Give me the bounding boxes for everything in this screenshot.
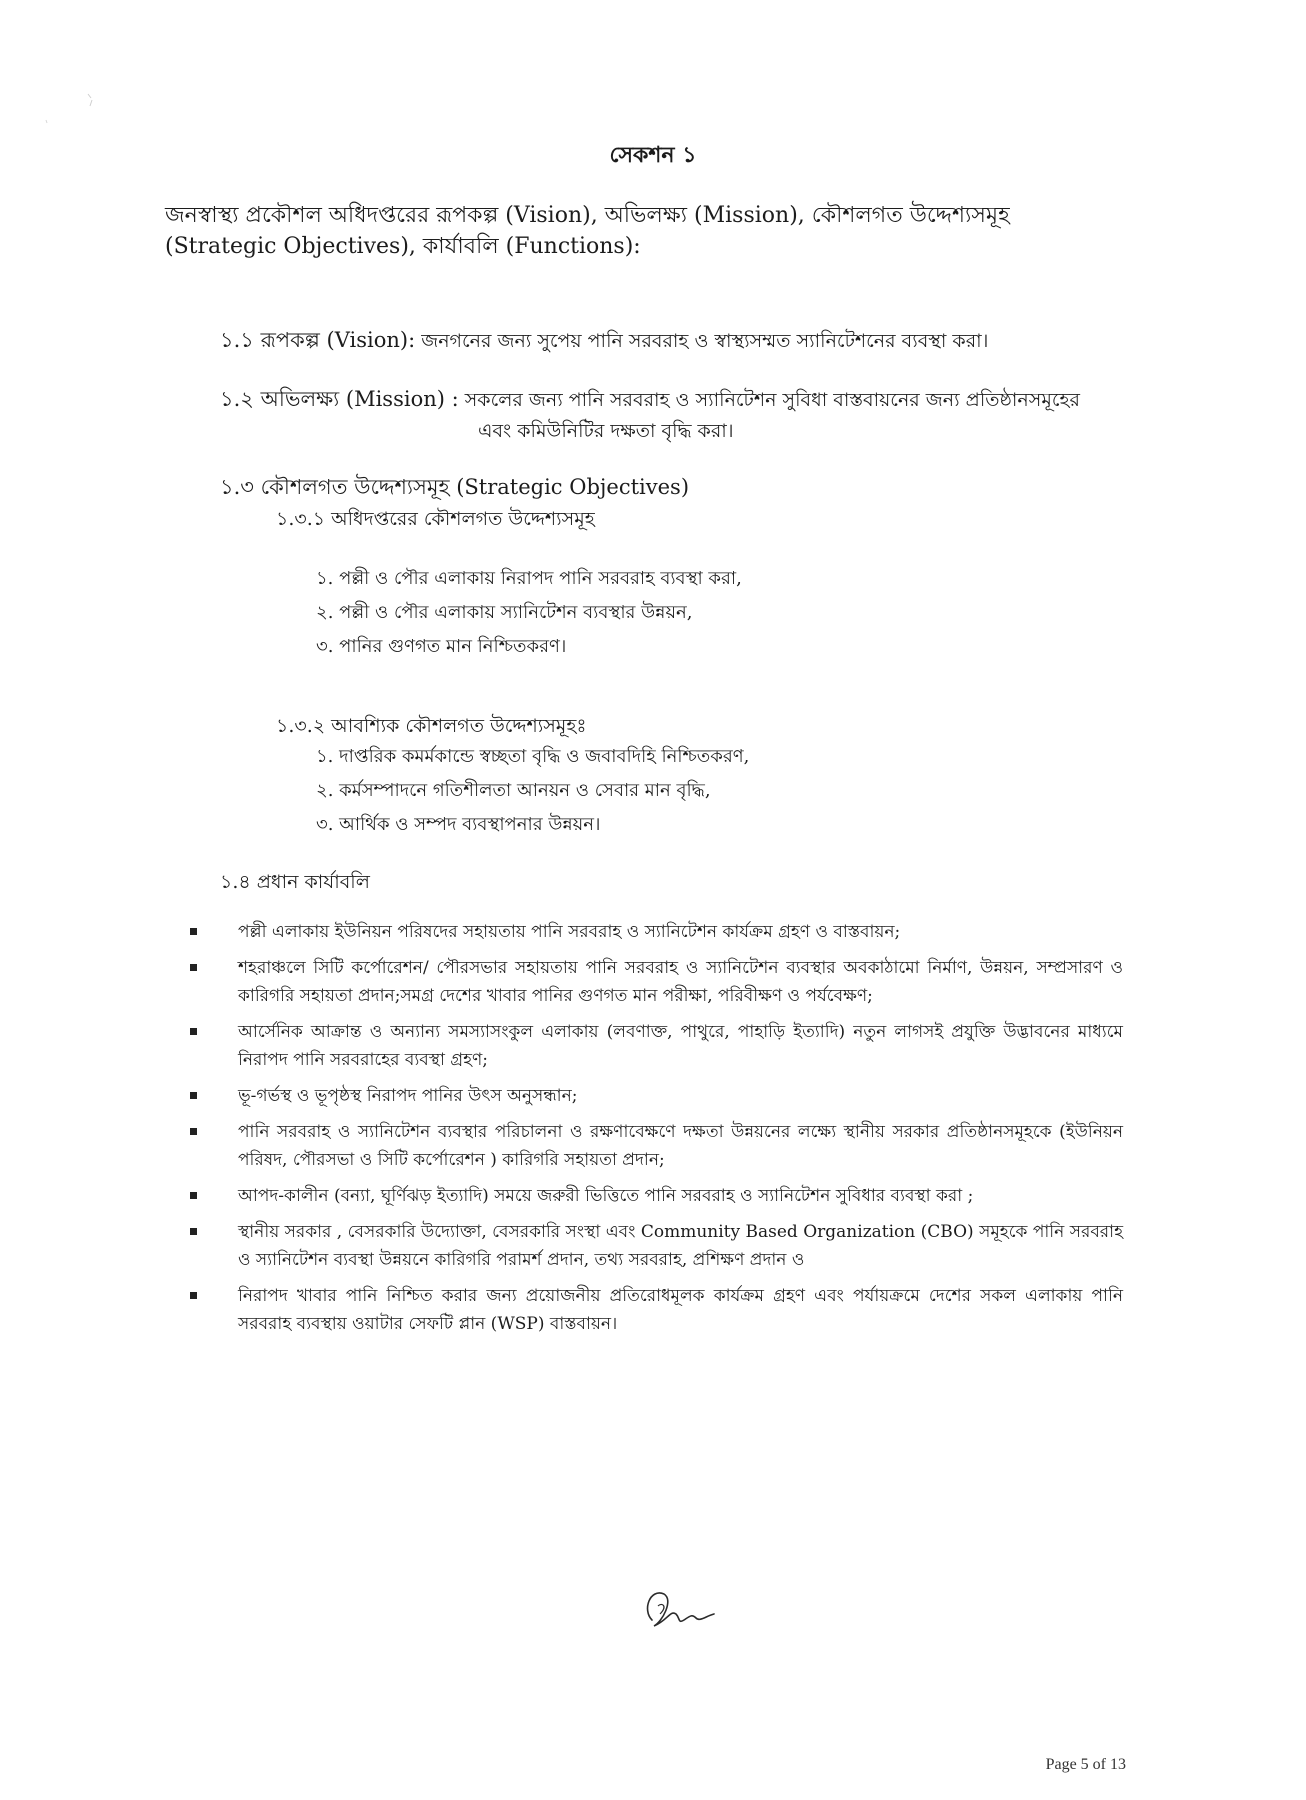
list-item: ১. দাপ্তরিক কমর্মকান্ডে স্বচ্ছতা বৃদ্ধি ও জবাবদিহি নিশ্চিতকরণ, bbox=[316, 746, 750, 767]
functions-list bbox=[198, 918, 1123, 1346]
vision-text: জনগনের জন্য সুপেয় পানি সরবরাহ ও স্বাস্থ্যসম্মত স্যানিটেশনের ব্যবস্থা করা। bbox=[421, 330, 989, 352]
bullet-icon bbox=[190, 1028, 197, 1035]
page-number: Page 5 of 13 bbox=[1045, 1756, 1126, 1773]
mandatory-objectives-label: ১.৩.২ আবশ্যিক কৌশলগত উদ্দেশ্যসমূহঃ bbox=[276, 715, 587, 737]
bullet-icon bbox=[190, 1128, 197, 1135]
mission-label: ১.২ অভিলক্ষ্য (Mission) : bbox=[220, 387, 459, 411]
list-item: শহরাঞ্চলে সিটি কর্পোরেশন/ পৌরসভার সহায়তায় পানি সরবরাহ ও স্যানিটেশন ব্যবস্থার অবকাঠামো নির্মাণ, উন্নয়ন, সম্প্রসারণ ও কারিগরি সহায়তা প্রদান;সমগ্র দেশের খাবার পানির গুণগত মান পরীক্ষা, পরিবীক্ষণ ও পর্যবেক্ষণ; bbox=[198, 954, 1123, 1010]
mandatory-objectives-list bbox=[316, 740, 749, 842]
mission-text-continued: এবং কমিউনিটির দক্ষতা বৃদ্ধি করা। bbox=[478, 420, 734, 442]
list-item: ৩. আর্থিক ও সম্পদ ব্যবস্থাপনার উন্নয়ন। bbox=[316, 814, 601, 835]
objectives-label: ১.৩ কৌশলগত উদ্দেশ্যসমূহ (Strategic Objectives) bbox=[220, 475, 690, 499]
vision-block bbox=[220, 325, 1125, 357]
list-item: ২. পল্লী ও পৌর এলাকায় স্যানিটেশন ব্যবস্থার উন্নয়ন, bbox=[316, 602, 693, 623]
bullet-icon bbox=[190, 1228, 197, 1235]
bullet-icon bbox=[190, 928, 197, 935]
list-item: আপদ-কালীন (বন্যা, ঘূর্ণিঝড় ইত্যাদি) সময়ে জরুরী ভিত্তিতে পানি সরবরাহ ও স্যানিটেশন সুবিধার ব্যবস্থা করা ; bbox=[198, 1182, 1123, 1210]
list-item: নিরাপদ খাবার পানি নিশ্চিত করার জন্য প্রয়োজনীয় প্রতিরোধমূলক কার্যক্রম গ্রহণ এবং পর্যায়ক্রমে দেশের সকল এলাকায় পানি সরবরাহ ব্যবস্থায় ওয়াটার সেফটি প্লান (WSP) বাস্তবায়ন। bbox=[198, 1282, 1123, 1338]
bullet-icon bbox=[190, 1292, 197, 1299]
signature-icon bbox=[640, 1580, 720, 1640]
list-item: পল্লী এলাকায় ইউনিয়ন পরিষদের সহায়তায় পানি সরবরাহ ও স্যানিটেশন কার্যক্রম গ্রহণ ও বাস্তবায়ন; bbox=[198, 918, 1123, 946]
list-item: ২. কর্মসম্পাদনে গতিশীলতা আনয়ন ও সেবার মান বৃদ্ধি, bbox=[316, 780, 711, 801]
intro-heading: জনস্বাস্থ্য প্রকৌশল অধিদপ্তরের রূপকল্প (Vision), অভিলক্ষ্য (Mission), কৌশলগত উদ্দেশ্যসমূহ (Strategic Objectives), কার্যাবলি (Functions): bbox=[165, 203, 1010, 259]
scan-mark bbox=[40, 90, 100, 130]
objectives-heading bbox=[220, 472, 1125, 504]
list-item: ভূ-গর্ভস্থ ও ভূপৃষ্ঠস্থ নিরাপদ পানির উৎস অনুসন্ধান; bbox=[198, 1082, 1123, 1110]
mission-text: সকলের জন্য পানি সরবরাহ ও স্যানিটেশন সুবিধা বাস্তবায়নের জন্য প্রতিষ্ঠানসমূহের bbox=[464, 389, 1080, 411]
list-item: স্থানীয় সরকার , বেসরকারি উদ্যোক্তা, বেসরকারি সংস্থা এবং Community Based Organization (CBO) সমূহকে পানি সরবরাহ ও স্যানিটেশন ব্যবস্থা উন্নয়নে কারিগরি পরামর্শ প্রদান, তথ্য সরবরাহ, প্রশিক্ষণ প্রদান ও bbox=[198, 1218, 1123, 1274]
list-item: পানি সরবরাহ ও স্যানিটেশন ব্যবস্থার পরিচালনা ও রক্ষণাবেক্ষণে দক্ষতা উন্নয়নের লক্ষ্যে স্থানীয় সরকার প্রতিষ্ঠানসমূহকে (ইউনিয়ন পরিষদ, পৌরসভা ও সিটি কর্পোরেশন ) কারিগরি সহায়তা প্রদান; bbox=[198, 1118, 1123, 1174]
list-item: আর্সেনিক আক্রান্ত ও অন্যান্য সমস্যাসংকুল এলাকায় (লবণাক্ত, পাথুরে, পাহাড়ি ইত্যাদি) নতুন লাগসই প্রযুক্তি উদ্ভাবনের মাধ্যমে নিরাপদ পানি সরবরাহের ব্যবস্থা গ্রহণ; bbox=[198, 1018, 1123, 1074]
section-title: সেকশন ১ bbox=[609, 143, 697, 168]
bullet-icon bbox=[190, 1092, 197, 1099]
dept-objectives-label: ১.৩.১ অধিদপ্তরের কৌশলগত উদ্দেশ্যসমূহ bbox=[276, 508, 595, 530]
list-item: ৩. পানির গুণগত মান নিশ্চিতকরণ। bbox=[316, 636, 567, 657]
vision-label: ১.১ রূপকল্প (Vision): bbox=[220, 328, 416, 352]
bullet-icon bbox=[190, 964, 197, 971]
mission-block bbox=[220, 384, 1125, 447]
dept-objectives-list bbox=[316, 562, 742, 664]
bullet-icon bbox=[190, 1192, 197, 1199]
list-item: ১. পল্লী ও পৌর এলাকায় নিরাপদ পানি সরবরাহ ব্যবস্থা করা, bbox=[316, 568, 742, 589]
functions-label: ১.৪ প্রধান কার্যাবলি bbox=[220, 871, 370, 893]
